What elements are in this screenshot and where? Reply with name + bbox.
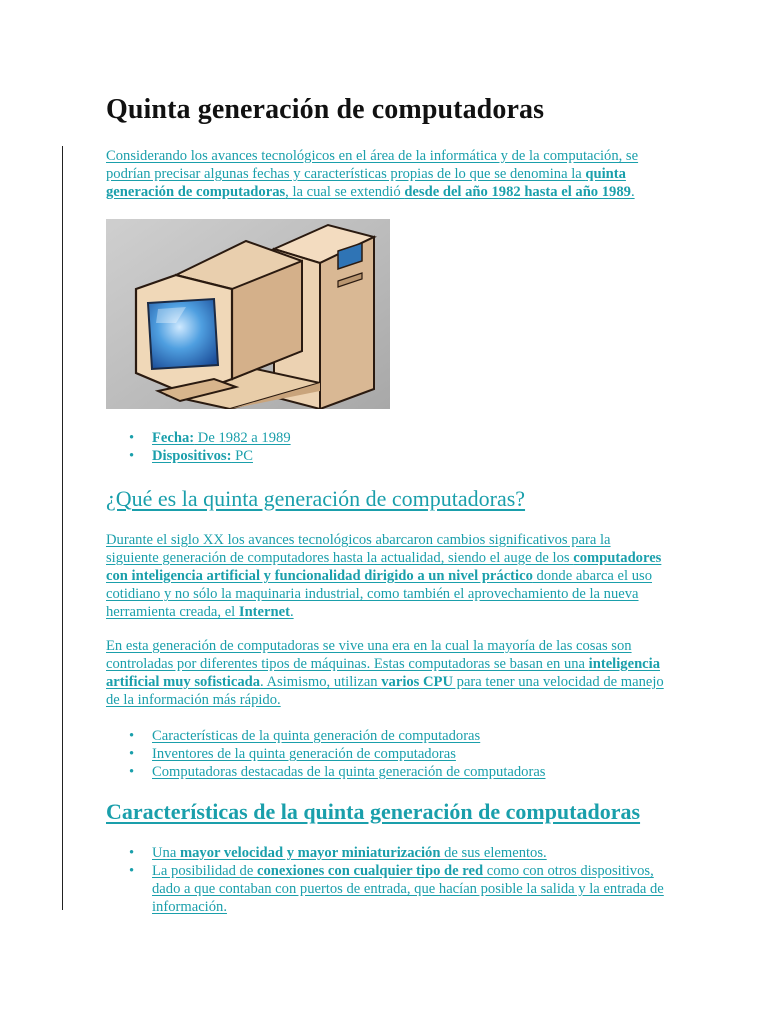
document-body bbox=[106, 92, 666, 916]
intro-bold-2: desde del año 1982 hasta el año 1989 bbox=[404, 184, 631, 200]
s1p2-text-1: En esta generación de computadoras se vive una era en la cual la mayoría de las cosas son controladas por diferentes tipos de máquinas. Estas computadoras se basan en una bbox=[106, 638, 632, 672]
fact-devices[interactable] bbox=[106, 447, 666, 465]
s1p1-text-2: donde abarca el uso cotidiano y no sólo la maquinaria industrial, como también el aprovechamiento de la nueva herramienta creada, el bbox=[106, 568, 653, 620]
toc-item-inventores[interactable]: • Inventores de la quinta generación de computadoras bbox=[106, 745, 666, 763]
s1p2-bold-1: inteligencia artificial muy sofisticada bbox=[106, 656, 661, 690]
section-heading-what-is[interactable]: ¿Qué es la quinta generación de computadoras? bbox=[106, 486, 526, 511]
toc-list bbox=[106, 727, 666, 781]
feature-item[interactable] bbox=[106, 844, 666, 862]
feature-2-text-2: como con otros dispositivos, dado a que contaban con puertos de entrada, que hacían posible la salida y la entrada de información. bbox=[152, 863, 664, 915]
s1p1-text-1: Durante el siglo XX los avances tecnológicos abarcaron cambios significativos para la siguiente generación de computadores hasta la actualidad, siendo el auge de los bbox=[106, 532, 611, 566]
feature-1-text-1: Una bbox=[152, 845, 180, 861]
s1p2-text-2: . Asimismo, utilizan bbox=[260, 674, 382, 690]
facts-list bbox=[106, 429, 666, 465]
fact-devices-value: PC bbox=[231, 448, 253, 464]
feature-2-bold: conexiones con cualquier tipo de red bbox=[256, 863, 484, 879]
intro-bold-1: quinta generación de computadoras bbox=[106, 166, 626, 200]
fact-date[interactable] bbox=[106, 429, 666, 447]
intro-text-2: , la cual se extendió bbox=[285, 184, 405, 200]
left-margin-rule bbox=[62, 146, 63, 910]
fact-date-value: De 1982 a 1989 bbox=[194, 430, 291, 446]
fact-date-label: Fecha: bbox=[152, 430, 195, 446]
s1p1-text-3: . bbox=[289, 604, 294, 620]
intro-text-1: Considerando los avances tecnológicos en el área de la informática y de la computación, se podrían precisar algunas fechas y características propias de lo que se denomina la bbox=[106, 148, 639, 182]
s1p2-bold-2: varios CPU bbox=[381, 674, 453, 690]
section1-paragraph-2[interactable] bbox=[106, 637, 666, 709]
feature-1-bold: mayor velocidad y mayor miniaturización bbox=[179, 845, 441, 861]
section-heading-caracteristicas[interactable]: Características de la quinta generación de computadoras bbox=[106, 799, 641, 824]
intro-text-3: . bbox=[630, 184, 635, 200]
feature-1-text-2: de sus elementos. bbox=[440, 845, 547, 861]
feature-2-text-1: La posibilidad de bbox=[152, 863, 257, 879]
features-list bbox=[106, 844, 666, 916]
s1p1-bold-1: computadores con inteligencia artificial y funcionalidad dirigido a un nivel práctico bbox=[106, 550, 662, 584]
page-title: Quinta generación de computadoras bbox=[106, 94, 545, 125]
toc-item-caracteristicas[interactable]: • Características de la quinta generación de computadoras bbox=[106, 727, 666, 745]
section1-paragraph-1[interactable] bbox=[106, 531, 666, 621]
fact-devices-label: Dispositivos: bbox=[152, 448, 232, 464]
feature-item[interactable] bbox=[106, 862, 666, 916]
toc-item-destacadas[interactable]: • Computadoras destacadas de la quinta generación de computadoras bbox=[106, 763, 666, 781]
s1p1-bold-2: Internet bbox=[238, 604, 290, 620]
s1p2-text-3: para tener una velocidad de manejo de la información más rápido. bbox=[106, 674, 664, 708]
computer-clipart-icon bbox=[106, 219, 390, 409]
intro-paragraph[interactable] bbox=[106, 147, 666, 201]
